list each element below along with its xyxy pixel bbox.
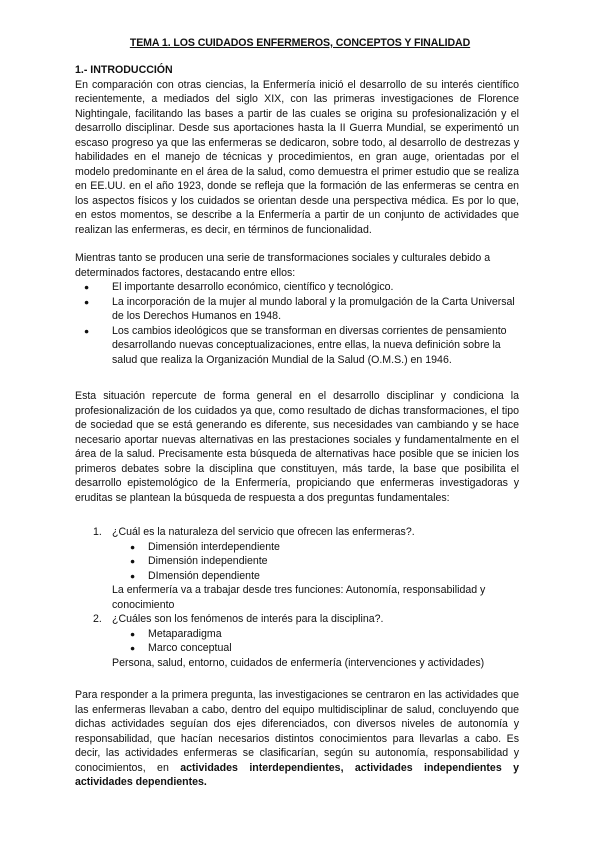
- questions-section: [75, 525, 519, 670]
- paragraph-4: [75, 688, 519, 790]
- paragraph-2-intro: Mientras tanto se producen una serie de transformaciones sociales y culturales debido a determinados factores, destacando entre ellos:: [75, 252, 491, 279]
- question-text: ¿Cuál es la naturaleza del servicio que ofrecen las enfermeras?.: [112, 526, 415, 538]
- factors-section: [75, 251, 519, 367]
- list-item: ● DImensión dependiente: [112, 569, 519, 584]
- section-heading: 1.- INTRODUCCIÓN: [75, 64, 173, 76]
- question-text: ¿Cuáles son los fenómenos de interés para la disciplina?.: [112, 613, 384, 625]
- question-subitems: [112, 540, 519, 584]
- questions-list: [75, 525, 519, 670]
- paragraph-4-bold-text: actividades interdependientes, actividades independientes y actividades dependientes.: [75, 761, 519, 788]
- question-number: 2.: [93, 613, 102, 625]
- list-item: ● Dimensión interdependiente: [112, 540, 519, 555]
- paragraph-3: Esta situación repercute de forma general en el desarrollo disciplinar y condiciona la profesionalización de los cuidados ya que, como resultado de dichas transformaciones, el tipo de sociedad que se está generando es diferente, sus necesidades van cambiando y se hace necesario aportar nuevas alternativas en las prestaciones sociales y fundamentalmente en el área de la salud. Precisamente esta búsqueda de alternativas hace posible que se inicien los primeros debates sobre la disciplina que constituyen, más tarde, la base que posibilita el desarrollo epistemológico de la Enfermería, propiciando que enfermeras investigadoras y eruditas se plantean la búsqueda de respuesta a dos preguntas fundamentales:: [75, 390, 519, 504]
- question-note: La enfermería va a trabajar desde tres funciones: Autonomía, responsabilidad y conocimiento: [112, 584, 486, 611]
- paragraph-4-text: Para responder a la primera pregunta, las investigaciones se centraron en las actividades que las enfermeras llevaban a cabo, dentro del equipo multidisciplinar de salud, concluyendo que dichas actividades seguían dos ejes diferenciados, con diversos niveles de autonomía y responsabilidad, que hacían necesarios distintos conocimientos para llevarlas a cabo. Es decir, las actividades enfermeras se clasificarían, según su autonomía, responsabilidad y conocimientos, en: [75, 689, 519, 774]
- list-item: ● El importante desarrollo económico, científico y tecnológico.: [75, 280, 519, 295]
- question-note: Persona, salud, entorno, cuidados de enfermería (intervenciones y actividades): [112, 656, 485, 669]
- question-item: [75, 525, 519, 612]
- question-number: 1.: [93, 526, 102, 538]
- question-item: [75, 612, 519, 670]
- list-item: ● Marco conceptual: [112, 641, 519, 656]
- list-item: ● La incorporación de la mujer al mundo laboral y la promulgación de la Carta Universal de los Derechos Humanos en 1948.: [75, 295, 519, 324]
- document-title: TEMA 1. LOS CUIDADOS ENFERMEROS, CONCEPTOS Y FINALIDAD: [129, 37, 471, 49]
- list-item: ● Metaparadigma: [112, 627, 519, 642]
- list-item: ● Dimensión independiente: [112, 554, 519, 569]
- question-subitems: [112, 627, 519, 656]
- list-item: ● Los cambios ideológicos que se transforman en diversas corrientes de pensamiento desarrollando nuevas conceptualizaciones, entre ellas, la nueva definición sobre la salud que realiza la Organización Mundial de la Salud (O.M.S.) en 1946.: [75, 324, 519, 368]
- introduction-section: [75, 63, 519, 237]
- paragraph-1: En comparación con otras ciencias, la Enfermería inició el desarrollo de su interés científico recientemente, a mediados del siglo XIX, con las primeras investigaciones de Florence Nightingale, facilitando las bases a partir de las cuales se origina su profesionalización y el desarrollo disciplinar. Desde sus aportaciones hasta la II Guerra Mundial, se experimentó un escaso progreso ya que las enfermeras se dedicaron, sobre todo, al desarrollo de destrezas y habilidades en el manejo de técnicas y procedimientos, en gran auge, orientadas por el modelo predominante en el área de la salud, como demuestra el primer estudio que se realiza en EE.UU. en el año 1923, donde se refleja que la formación de las enfermeras se centra en los aspectos físicos y los cuidados se orientan desde una perspectiva médica. Es por lo que, en estos momentos, se describe a la Enfermería a partir de un conjunto de actividades que realizan las enfermeras, es decir, en términos de funcionalidad.: [75, 78, 519, 236]
- factors-list: [75, 280, 519, 367]
